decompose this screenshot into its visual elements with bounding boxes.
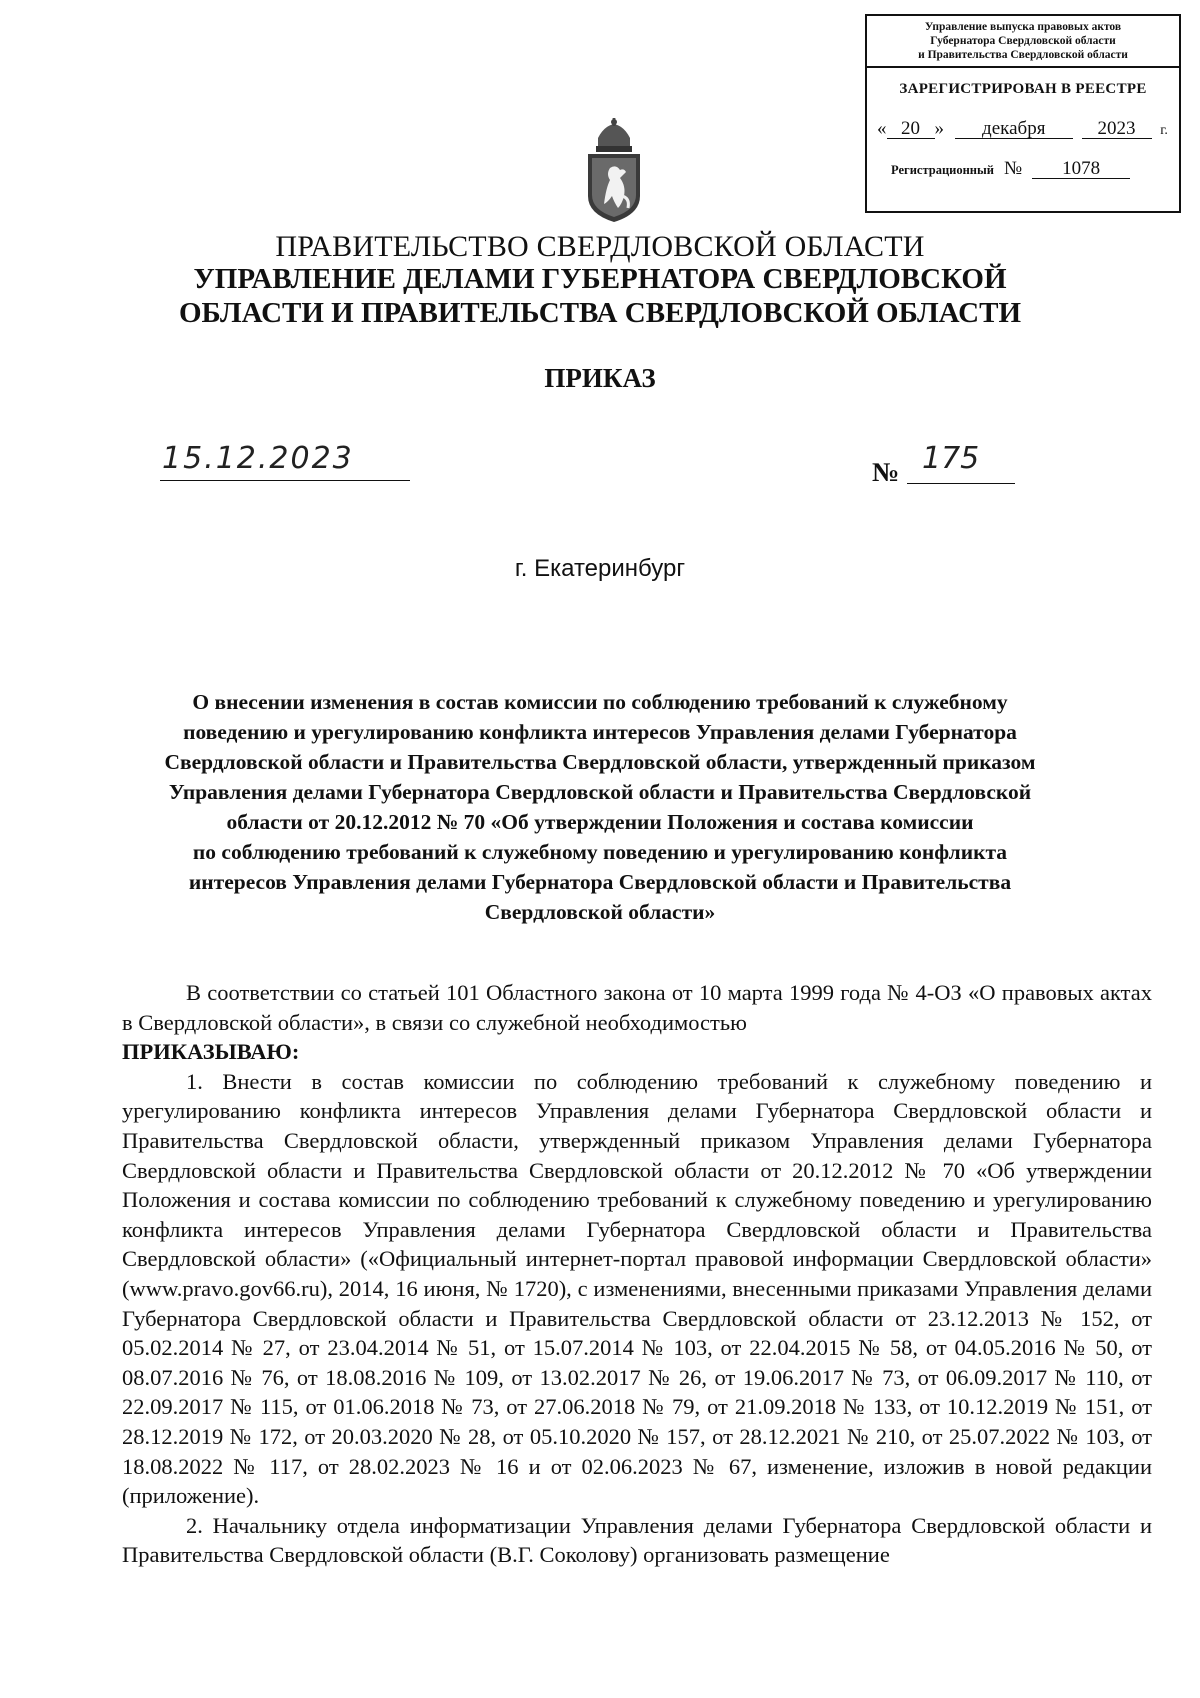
number-sign: № xyxy=(872,457,900,487)
stamp-quote-open: « xyxy=(877,118,887,139)
government-name: ПРАВИТЕЛЬСТВО СВЕРДЛОВСКОЙ ОБЛАСТИ xyxy=(275,230,925,263)
title-line: Свердловской области и Правительства Свердловской области, утвержденный приказом xyxy=(164,750,1036,774)
registration-stamp xyxy=(865,14,1181,213)
title-line: Свердловской области» xyxy=(484,900,716,924)
title-line: интересов Управления делами Губернатора Свердловской области и Правительства xyxy=(188,870,1012,894)
stamp-no-sign: № xyxy=(1003,158,1023,179)
stamp-month: декабря xyxy=(955,120,1073,139)
order-word: ПРИКАЗЫВАЮ: xyxy=(122,1039,300,1065)
stamp-day: 20 xyxy=(887,120,935,139)
number-underline xyxy=(907,483,1015,484)
coat-of-arms-icon xyxy=(584,118,644,223)
stamp-date xyxy=(877,118,1179,140)
department-line: УПРАВЛЕНИЕ ДЕЛАМИ ГУБЕРНАТОРА СВЕРДЛОВСКОЙ xyxy=(193,263,1007,295)
department-name xyxy=(0,262,1200,330)
document-title xyxy=(0,687,1200,927)
document-body xyxy=(122,978,1152,1570)
stamp-reg-value: 1078 xyxy=(1032,160,1130,179)
paragraph-item-1: 1. Внести в состав комиссии по соблюдению требований к служебному поведению и урегулированию конфликта интересов Управления делами Губернатора Свердловской области и Правительства Свердловской области, утвержденный приказом Управления делами Губернатора Свердловской области и Правительства Свердловской области от 20.12.2012 № 70 «Об утверждении Положения и состава комиссии по соблюдению требований к служебному поведению и урегулированию конфликта интересов Управления делами Губернатора Свердловской области и Правительства Свердловской области» («Официальный интернет-портал правовой информации Свердловской области» (www.pravo.gov66.ru), 2014, 16 июня, № 1720), с изменениями, внесенными приказами Управления делами Губернатора Свердловской области и Правительства Свердловской области от 23.12.2013 № 152, от 05.02.2014 № 27, от 23.04.2014 № 51, от 15.07.2014 № 103, от 22.04.2015 № 58, от 04.05.2016 № 50, от 08.07.2016 № 76, от 18.08.2016 № 109, от 13.02.2017 № 26, от 19.06.2017 № 73, от 06.09.2017 № 110, от 22.09.2017 № 115, от 01.06.2018 № 73, от 27.06.2018 № 79, от 21.09.2018 № 133, от 10.12.2019 № 151, от 28.12.2019 № 172, от 20.03.2020 № 28, от 05.10.2020 № 157, от 28.12.2021 № 210, от 25.07.2022 № 103, от 18.08.2022 № 117, от 28.02.2023 № 16 и от 02.06.2023 № 67, изменение, изложив в новой редакции (приложение). xyxy=(122,1068,1152,1509)
title-line: поведению и урегулированию конфликта интересов Управления делами Губернатора xyxy=(183,720,1017,744)
document-type: ПРИКАЗ xyxy=(544,363,656,393)
order-date-handwritten: 15.12.2023 xyxy=(162,441,354,476)
stamp-reg-label: Регистрационный xyxy=(891,163,994,177)
stamp-registered-label: ЗАРЕГИСТРИРОВАН В РЕЕСТРЕ xyxy=(899,81,1147,97)
stamp-reg-number xyxy=(891,158,1179,180)
intro-paragraph: В соответствии со статьей 101 Областного закона от 10 марта 1999 года № 4-ОЗ «О правовых актах в Свердловской области», в связи со служебной необходимостью xyxy=(122,980,1152,1035)
order-number-handwritten: 175 xyxy=(922,441,980,476)
date-underline xyxy=(160,480,410,481)
stamp-header xyxy=(867,16,1179,68)
paragraph-item-2: 2. Начальнику отдела информатизации Управления делами Губернатора Свердловской области и Правительства Свердловской области (В.Г. Соколову) организовать размещение xyxy=(122,1512,1152,1568)
stamp-header-line: Губернатора Свердловской области xyxy=(930,35,1116,47)
stamp-year-suffix: г. xyxy=(1160,123,1168,138)
title-line: Управления делами Губернатора Свердловской области и Правительства Свердловской xyxy=(168,780,1032,804)
stamp-year: 2023 xyxy=(1082,120,1152,139)
stamp-quote-close: » xyxy=(934,118,944,139)
stamp-header-line: Управление выпуска правовых актов xyxy=(924,21,1122,33)
stamp-header-line: и Правительства Свердловской области xyxy=(918,49,1128,61)
city: г. Екатеринбург xyxy=(514,555,686,582)
title-line: О внесении изменения в состав комиссии по соблюдению требований к служебному xyxy=(192,690,1008,714)
department-line: ОБЛАСТИ И ПРАВИТЕЛЬСТВА СВЕРДЛОВСКОЙ ОБЛАСТИ xyxy=(178,297,1022,329)
title-line: области от 20.12.2012 № 70 «Об утверждении Положения и состава комиссии xyxy=(226,810,974,834)
title-line: по соблюдению требований к служебному поведению и урегулированию конфликта xyxy=(192,840,1008,864)
